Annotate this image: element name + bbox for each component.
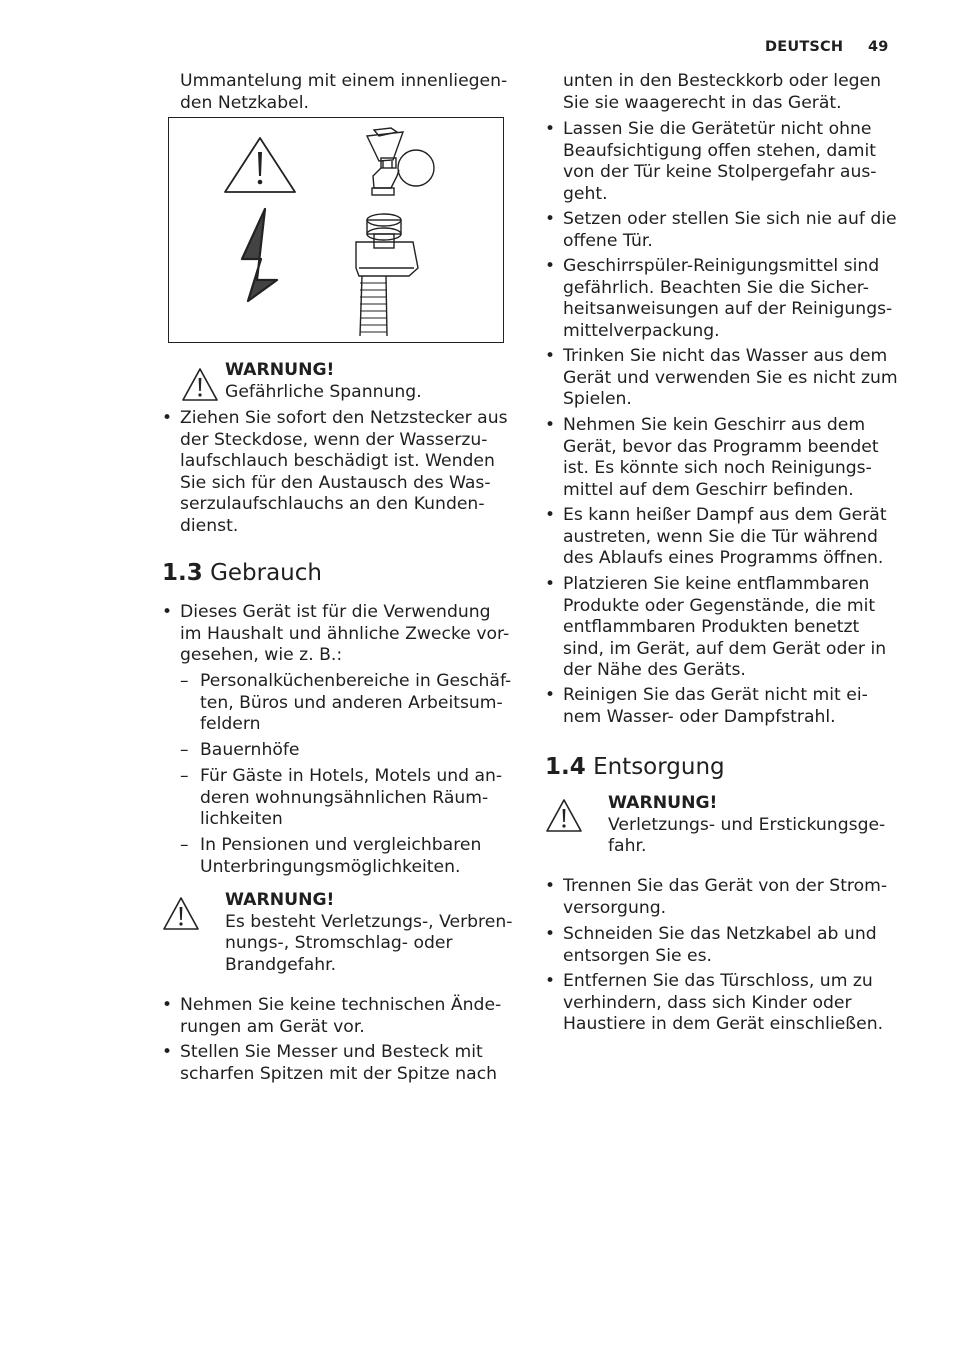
page-number: 49 — [868, 39, 889, 55]
bullet-symbol: • — [545, 971, 556, 991]
section-heading-1-3: 1.3 Gebrauch — [162, 560, 322, 586]
list-item-netzkabel: Schneiden Sie das Netzkabel ab und entsorgen Sie es. — [563, 924, 877, 966]
bullet-symbol: • — [545, 924, 556, 944]
bullet-symbol: • — [545, 574, 556, 594]
list-item-netzstecker: Ziehen Sie sofort den Netzstecker aus der Steckdose, wenn der Wasserzu- laufschlauch beschädigt ist. Wenden Sie sich für den Austausch des Was- serzulaufschlauchs an den Kunden- dienst. — [180, 408, 508, 536]
list-item-tuerschloss: Entfernen Sie das Türschloss, um zu verhindern, dass sich Kinder oder Haustiere in dem Gerät einschließen. — [563, 971, 884, 1034]
list-item-entflammbar: Platzieren Sie keine entflammbaren Produkte oder Gegenstände, die mit entflammbaren Produkten benetzt sind, im Gerät, auf dem Gerät oder in der Nähe des Geräts. — [563, 574, 887, 680]
continuation-text: unten in den Besteckkorb oder legen Sie sie waagerecht in das Gerät. — [563, 71, 882, 113]
bullet-symbol: • — [162, 995, 173, 1015]
bullet-symbol: • — [162, 408, 173, 428]
dash-item-pensionen: In Pensionen und vergleichbaren Unterbringungsmöglichkeiten. — [200, 835, 482, 877]
bullet-symbol: • — [545, 876, 556, 896]
bullet-symbol: • — [545, 415, 556, 435]
list-item-stromversorgung: Trennen Sie das Gerät von der Strom- versorgung. — [563, 876, 888, 918]
header-language: DEUTSCH — [765, 39, 844, 55]
warning-triangle-icon — [225, 138, 295, 192]
bullet-symbol: • — [545, 119, 556, 139]
list-item-reinigen: Reinigen Sie das Gerät nicht mit ei- nem Wasser- oder Dampfstrahl. — [563, 685, 868, 727]
bullet-symbol: • — [162, 602, 173, 622]
bullet-symbol: • — [545, 346, 556, 366]
warning-2-title: WARNUNG! — [225, 890, 335, 910]
warning-2-text: WARNUNG! Es besteht Verletzungs-, Verbren- nungs-, Stromschlag- oder Brandgefahr. — [225, 890, 513, 975]
dash-item-bauernhoefe: Bauernhöfe — [200, 740, 300, 760]
list-item-dampf: Es kann heißer Dampf aus dem Gerät austreten, wenn Sie die Tür während des Ablaufs eines Programms öffnen. — [563, 505, 887, 568]
warning-3-title: WARNUNG! — [608, 793, 718, 813]
list-item-aenderungen: Nehmen Sie keine technischen Ände- rungen am Gerät vor. — [180, 995, 502, 1037]
warning-1 — [181, 367, 219, 407]
list-item-geraetetuer: Lassen Sie die Gerätetür nicht ohne Beaufsichtigung offen stehen, damit von der Tür keine Stolpergefahr aus- geht. — [563, 119, 877, 204]
section-heading-1-4: 1.4 Entsorgung — [545, 754, 725, 780]
dash-symbol: – — [180, 766, 189, 786]
warning-1-title: WARNUNG! — [225, 360, 335, 380]
warning-3-text: WARNUNG! Verletzungs- und Erstickungsge- fahr. — [608, 793, 886, 856]
warning-1-text: WARNUNG! Gefährliche Spannung. — [225, 360, 422, 402]
bullet-symbol: • — [162, 1042, 173, 1062]
list-item-geschirr: Nehmen Sie kein Geschirr aus dem Gerät, bevor das Programm beendet ist. Es könnte sich noch Reinigungs- mittel auf dem Geschirr befinden. — [563, 415, 879, 500]
bullet-symbol: • — [545, 209, 556, 229]
warning-triangle-icon — [181, 367, 219, 403]
list-item-reinigungsmittel: Geschirrspüler-Reinigungsmittel sind gefährlich. Beachten Sie die Sicher- heitsanweisungen auf der Reinigungs- mittelverpackung. — [563, 256, 893, 341]
bullet-symbol: • — [545, 256, 556, 276]
lightning-bolt-icon — [242, 209, 277, 301]
water-tap-icon — [367, 128, 434, 195]
dash-item-personalkuechen: Personalküchenbereiche in Geschäf- ten, Büros und anderen Arbeitsum- feldern — [200, 671, 512, 734]
list-item-offene-tuer: Setzen oder stellen Sie sich nie auf die offene Tür. — [563, 209, 897, 251]
dash-symbol: – — [180, 671, 189, 691]
dash-symbol: – — [180, 740, 189, 760]
intro-text: Ummantelung mit einem innenliegen- den Netzkabel. — [180, 71, 508, 113]
list-item-verwendung: Dieses Gerät ist für die Verwendung im Haushalt und ähnliche Zwecke vor- gesehen, wie z. B.: — [180, 602, 510, 665]
dash-item-gaeste: Für Gäste in Hotels, Motels und an- deren wohnungsähnlichen Räum- lichkeiten — [200, 766, 503, 829]
list-item-wasser: Trinken Sie nicht das Wasser aus dem Gerät und verwenden Sie es nicht zum Spielen. — [563, 346, 898, 409]
bullet-symbol: • — [545, 505, 556, 525]
warning-2 — [162, 896, 200, 936]
safety-figure — [168, 117, 504, 343]
dash-symbol: – — [180, 835, 189, 855]
warning-triangle-icon — [545, 798, 583, 834]
warning-triangle-icon — [162, 896, 200, 932]
figure-illustration — [169, 118, 503, 342]
hose-coupling-icon — [356, 214, 418, 336]
warning-3 — [545, 798, 583, 838]
list-item-messer: Stellen Sie Messer und Besteck mit scharfen Spitzen mit der Spitze nach — [180, 1042, 498, 1084]
bullet-symbol: • — [545, 685, 556, 705]
